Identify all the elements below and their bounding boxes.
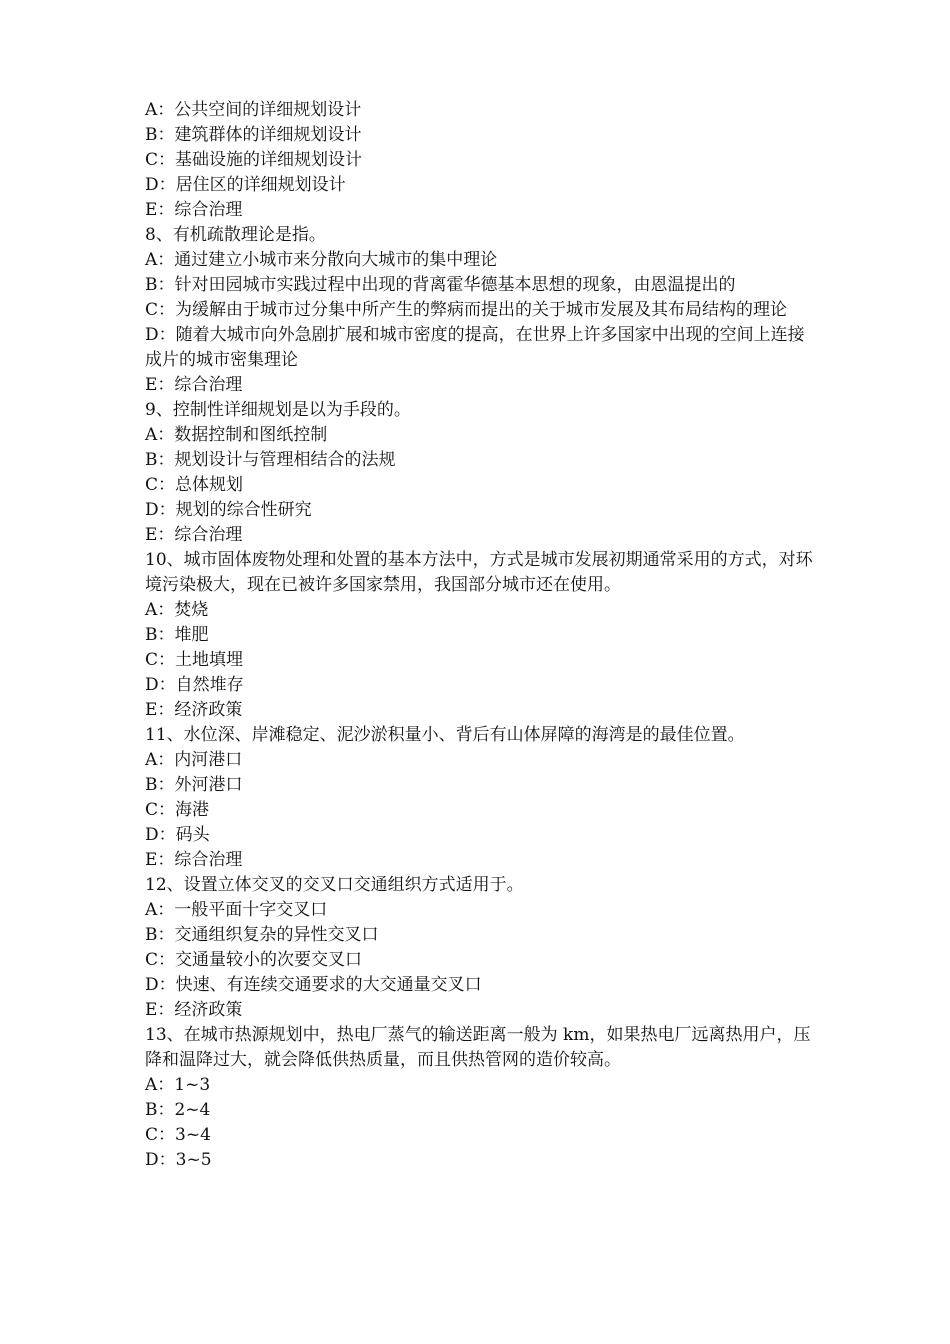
option-a-q11: A：内河港口 [145, 750, 243, 770]
option-a-q10: A：焚烧 [145, 600, 209, 620]
option-b-q7: B：建筑群体的详细规划设计 [145, 125, 362, 145]
option-e-q11: E：综合治理 [145, 850, 243, 870]
option-b-q8: B：针对田园城市实践过程中出现的背离霍华德基本思想的现象，由恩温提出的 [145, 275, 736, 295]
option-d-q8: D：随着大城市向外急剧扩展和城市密度的提高，在世界上许多国家中出现的空间上连接成片的城市密集理论 [145, 325, 805, 370]
option-c-q9: C：总体规划 [145, 475, 244, 495]
option-d-q9: D：规划的综合性研究 [145, 500, 312, 520]
option-d-q10: D：自然堆存 [145, 675, 244, 695]
question-10: 10、城市固体废物处理和处置的基本方法中，方式是城市发展初期通常采用的方式，对环境污染极大，现在已被许多国家禁用，我国部分城市还在使用。 [145, 550, 813, 595]
option-d-q7: D：居住区的详细规划设计 [145, 175, 346, 195]
option-b-q11: B：外河港口 [145, 775, 243, 795]
option-c-q10: C：土地填埋 [145, 650, 244, 670]
option-c-q8: C：为缓解由于城市过分集中所产生的弊病而提出的关于城市发展及其布局结构的理论 [145, 300, 788, 320]
option-a-q13: A：1~3 [145, 1075, 211, 1095]
option-a-q12: A：一般平面十字交叉口 [145, 900, 328, 920]
option-a-q9: A：数据控制和图纸控制 [145, 425, 328, 445]
option-b-q13: B：2~4 [145, 1100, 211, 1120]
question-12: 12、设置立体交叉的交叉口交通组织方式适用于。 [145, 875, 524, 895]
option-a-q7: A：公共空间的详细规划设计 [145, 100, 362, 120]
option-b-q10: B：堆肥 [145, 625, 209, 645]
question-9: 9、控制性详细规划是以为手段的。 [145, 400, 411, 420]
option-d-q13: D：3~5 [145, 1150, 212, 1170]
option-e-q12: E：经济政策 [145, 1000, 243, 1020]
option-c-q7: C：基础设施的详细规划设计 [145, 150, 363, 170]
option-e-q7: E：综合治理 [145, 200, 243, 220]
option-b-q12: B：交通组织复杂的异性交叉口 [145, 925, 379, 945]
document-page [145, 98, 813, 1173]
question-13: 13、在城市热源规划中，热电厂蒸气的输送距离一般为 km，如果热电厂远离热用户，压降和温降过大，就会降低供热质量，而且供热管网的造价较高。 [145, 1025, 811, 1070]
option-b-q9: B：规划设计与管理相结合的法规 [145, 450, 396, 470]
option-d-q11: D：码头 [145, 825, 210, 845]
option-e-q8: E：综合治理 [145, 375, 243, 395]
question-8: 8、有机疏散理论是指。 [145, 225, 326, 245]
option-d-q12: D：快速、有连续交通要求的大交通量交叉口 [145, 975, 482, 995]
option-e-q9: E：综合治理 [145, 525, 243, 545]
option-a-q8: A：通过建立小城市来分散向大城市的集中理论 [145, 250, 498, 270]
option-c-q12: C：交通量较小的次要交叉口 [145, 950, 363, 970]
option-c-q11: C：海港 [145, 800, 210, 820]
question-11: 11、水位深、岸滩稳定、泥沙淤积量小、背后有山体屏障的海湾是的最佳位置。 [145, 725, 745, 745]
option-c-q13: C：3~4 [145, 1125, 211, 1145]
option-e-q10: E：经济政策 [145, 700, 243, 720]
